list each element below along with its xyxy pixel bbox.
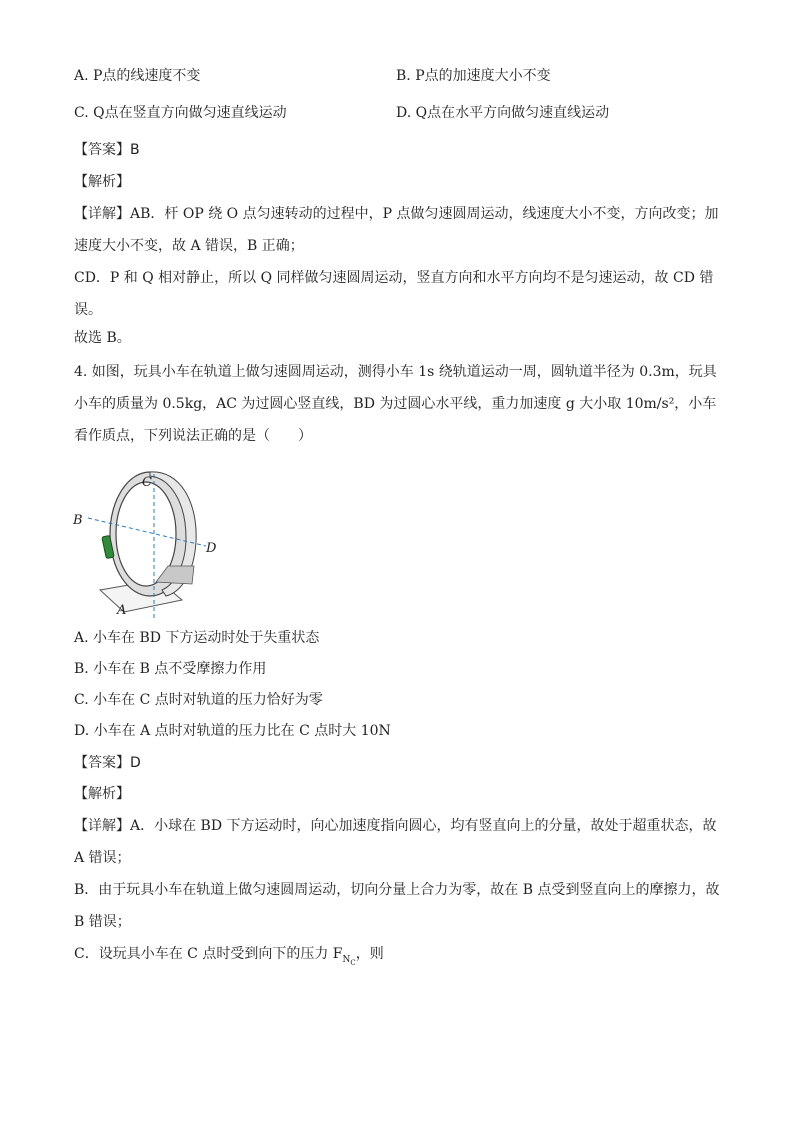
q3-detail-ab: 【详解】AB．杆 OP 绕 O 点匀速转动的过程中，P 点做匀速圆周运动，线速度大小不变，方向改变；加速度大小不变，故 A 错误，B 正确； [74,206,719,254]
q4-analysis-label: 【解析】 [74,786,130,802]
q4-option-b: B. 小车在 B 点不受摩擦力作用 [74,661,267,677]
q3-answer: 【答案】B [74,142,140,158]
q3-detail-cd: CD．P 和 Q 相对静止，所以 Q 同样做匀速圆周运动，竖直方向和水平方向均不是匀速运动，故 CD 错误。 [74,270,714,318]
q4-answer: 【答案】D [74,755,141,771]
q4-detail-c-end: ，则 [355,946,384,962]
q3-analysis-label: 【解析】 [74,174,130,190]
q4-detail-b: B．由于玩具小车在轨道上做匀速圆周运动，切向分量上合力为零，故在 B 点受到竖直向上的摩擦力，故 B 错误； [74,882,720,930]
figure-label-d: D [206,541,217,556]
figure-label-c: C [142,475,152,490]
q3-conclusion: 故选 B。 [74,330,131,346]
q4-detail-a: 【详解】A．小球在 BD 下方运动时，向心加速度指向圆心，均有竖直向上的分量，故处于超重状态，故 A 错误； [74,818,717,866]
q4-detail-c-sub: N [342,954,351,965]
q3-option-d: D. Q点在水平方向做匀速直线运动 [396,105,610,121]
q4-detail-c-subsub: C [350,958,356,967]
loop-track-figure [70,462,230,622]
q4-stem: 4. 如图，玩具小车在轨道上做匀速圆周运动，测得小车 1s 绕轨道运动一周，圆轨道半径为 0.3m，玩具小车的质量为 0.5kg，AC 为过圆心竖直线，BD 为过圆心水平线，重力加速度 g 大小取 10m/s²，小车看作质点，下列说法正确的是（ ） [74,364,717,444]
q3-option-c: C. Q点在竖直方向做匀速直线运动 [74,105,287,121]
q3-option-b: B. P点的加速度大小不变 [396,68,551,84]
figure-label-b: B [73,513,83,528]
q4-option-d: D. 小车在 A 点时对轨道的压力比在 C 点时大 10N [74,723,391,739]
q4-detail-c-text: C．设玩具小车在 C 点时受到向下的压力 F [74,946,343,962]
q4-detail-c [74,944,384,973]
q4-option-a: A. 小车在 BD 下方运动时处于失重状态 [74,630,320,646]
figure-label-a: A [117,603,127,618]
q3-option-a: A. P点的线速度不变 [74,68,201,84]
q4-option-c: C. 小车在 C 点时对轨道的压力恰好为零 [74,692,323,708]
